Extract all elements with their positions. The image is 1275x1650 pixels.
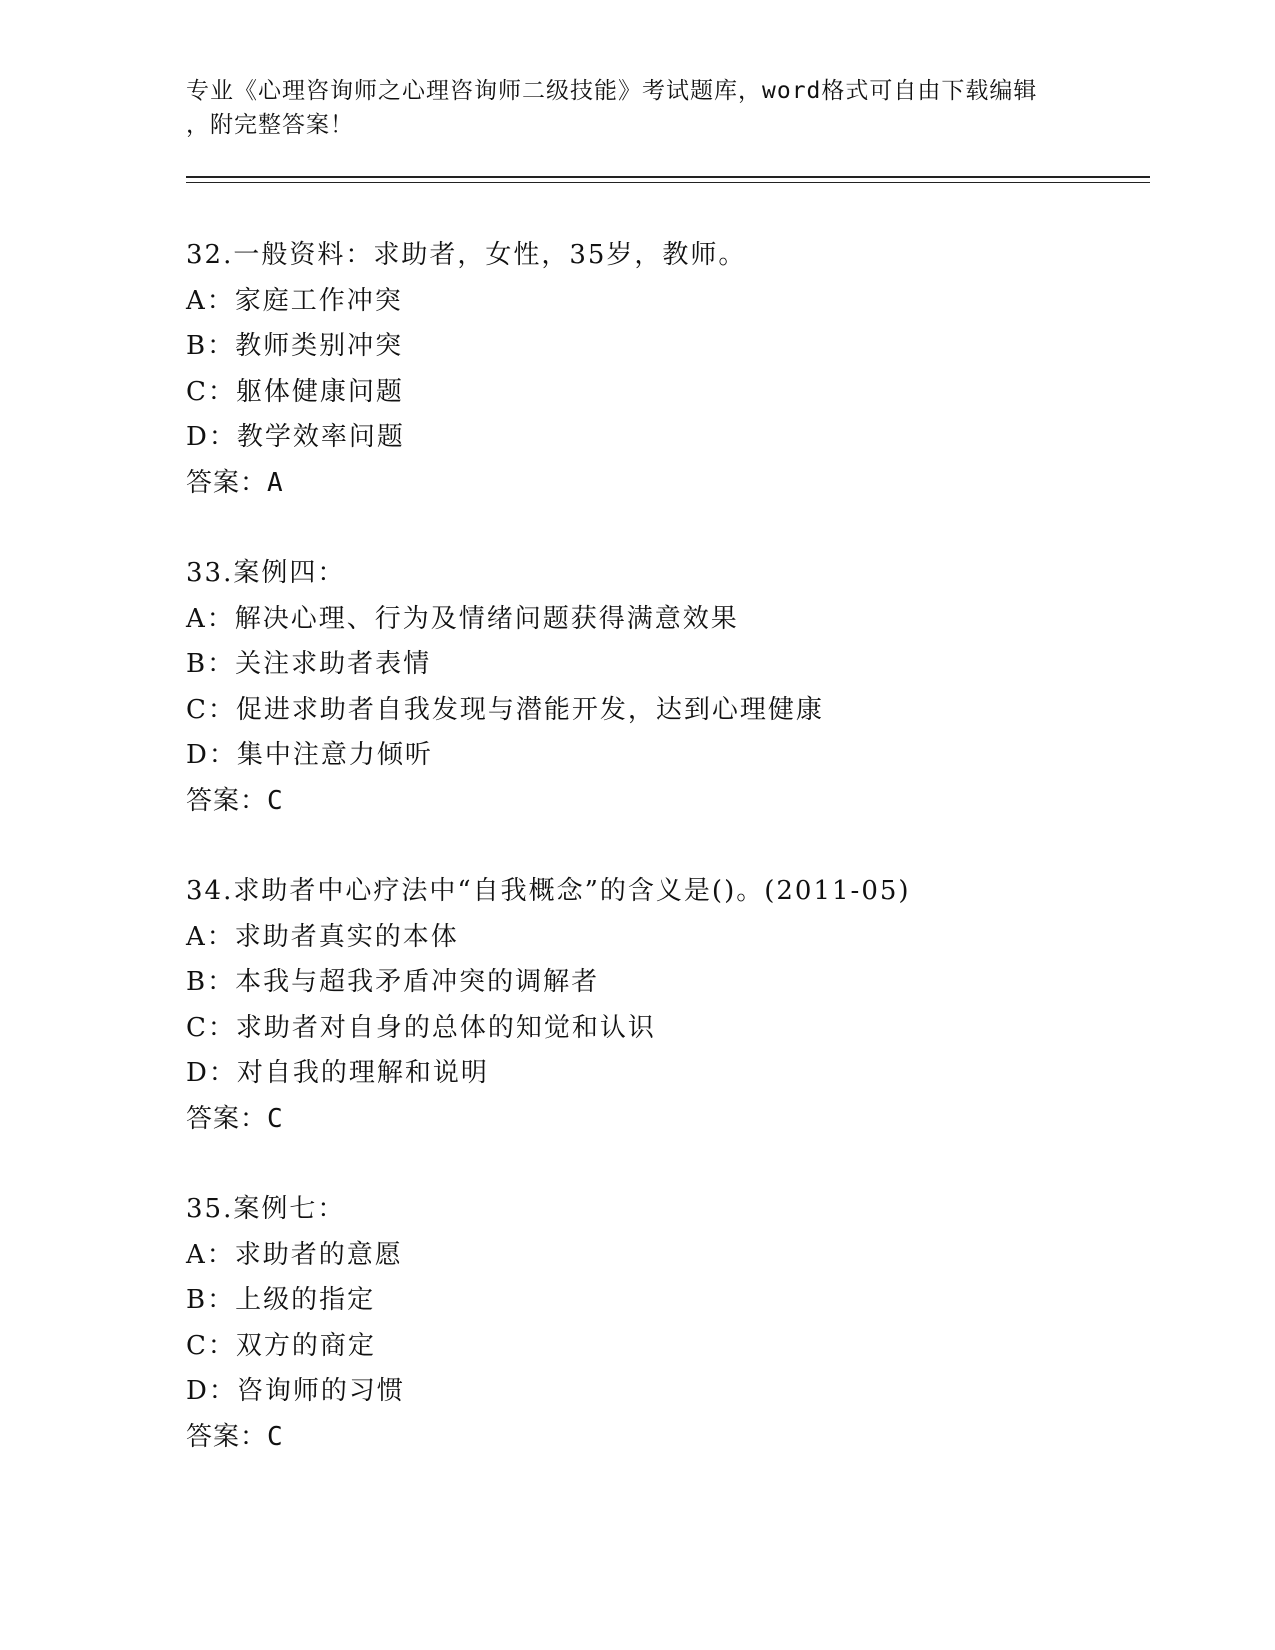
answer-line (186, 461, 1146, 507)
option-b: B：本我与超我矛盾冲突的调解者 (186, 967, 600, 997)
header-divider-thin (186, 182, 1150, 183)
option-a: A：求助者的意愿 (186, 1239, 403, 1270)
option-c: C：躯体健康问题 (186, 376, 404, 407)
option-c: C：双方的商定 (186, 1330, 376, 1361)
answer-line (186, 1415, 1146, 1461)
option-d: D：对自我的理解和说明 (186, 1058, 489, 1088)
answer-line (186, 1097, 1146, 1143)
question-stem: 33.案例四： (186, 558, 346, 588)
header-line-1: 专业《心理咨询师之心理咨询师二级技能》考试题库，word格式可自由下载编辑 (186, 78, 1038, 104)
option-a: A：家庭工作冲突 (186, 285, 403, 316)
answer-value: C (267, 785, 284, 816)
question-stem: 34.求助者中心疗法中“自我概念”的含义是()。(2011-05) (186, 876, 911, 906)
option-d: D：集中注意力倾听 (186, 740, 433, 770)
header-divider-thick (186, 176, 1150, 178)
answer-label: 答案： (186, 467, 268, 498)
question-block-34 (186, 869, 1146, 1142)
option-a: A：解决心理、行为及情绪问题获得满意效果 (186, 603, 739, 634)
question-block-35 (186, 1187, 1146, 1460)
question-block-33 (186, 551, 1146, 824)
option-d: D：教学效率问题 (186, 422, 405, 452)
header-line-2: ，附完整答案！ (186, 112, 354, 138)
question-block-32 (186, 233, 1146, 506)
answer-line (186, 779, 1146, 825)
answer-value: C (267, 1421, 284, 1452)
answer-label: 答案： (186, 785, 268, 816)
answer-value: A (267, 467, 284, 498)
option-c: C：求助者对自身的总体的知觉和认识 (186, 1012, 656, 1043)
question-stem: 35.案例七： (186, 1194, 346, 1224)
option-d: D：咨询师的习惯 (186, 1376, 405, 1406)
question-stem: 32.一般资料：求助者，女性，35岁，教师。 (186, 240, 747, 270)
answer-label: 答案： (186, 1103, 268, 1134)
option-a: A：求助者真实的本体 (186, 921, 459, 952)
option-b: B：关注求助者表情 (186, 649, 432, 679)
answer-label: 答案： (186, 1421, 268, 1452)
option-b: B：教师类别冲突 (186, 331, 404, 361)
option-b: B：上级的指定 (186, 1285, 376, 1315)
option-c: C：促进求助者自我发现与潜能开发，达到心理健康 (186, 694, 824, 725)
document-header (186, 74, 1066, 142)
answer-value: C (267, 1103, 284, 1134)
